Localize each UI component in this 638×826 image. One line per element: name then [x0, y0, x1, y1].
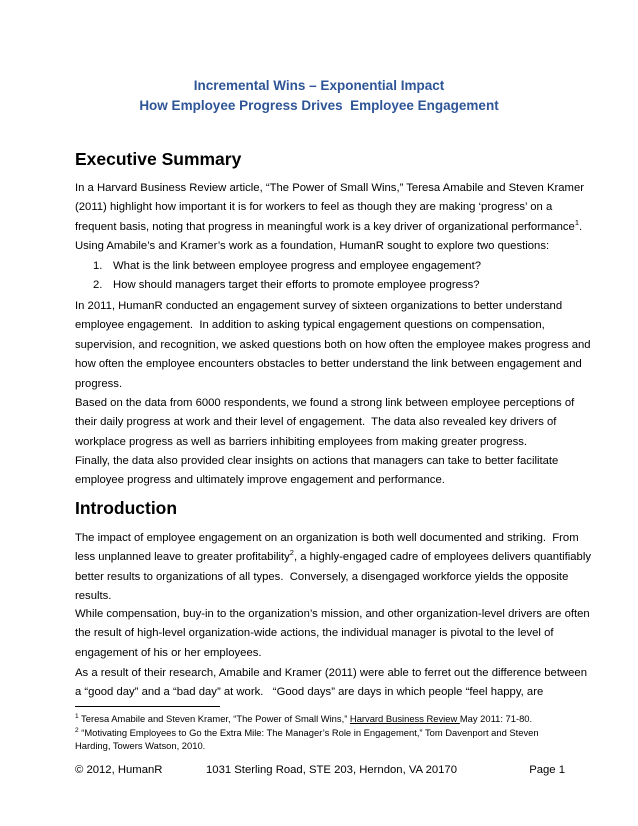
footnote-divider [75, 706, 220, 707]
list-item: 1. What is the link between employee progress and employee engagement? [93, 260, 481, 272]
footer-address: 1031 Sterling Road, STE 203, Herndon, VA 20170 [206, 764, 458, 776]
title-line-2: How Employee Progress Drives Employee Engagement [139, 98, 499, 113]
footer-page-number: Page 1 [529, 764, 565, 776]
exec-summary-paragraph-3: Based on the data from 6000 respondents, we found a strong link between employee perceptions of their daily progress at work and their level of engagement. The data also revealed key drivers of workplace progress as well as barriers inhibiting employees from making greater progress. [75, 397, 575, 448]
footnotes: $^1$ Teresa Amabile and Steven Kramer, “The Power of Small Wins,” Harvard Business Review May 2011: 71-80. $^2$ “Motivating Employees to Go the Extra Mile: The Manager’s Role in Engagement,” Tom Davenport and Steven Harding, Towers Watson, 2010. [75, 712, 575, 753]
footnote-ref-1: 1 [574, 218, 580, 228]
heading-introduction: Introduction [75, 498, 178, 518]
source-title: Harvard Business Review [349, 713, 460, 724]
exec-summary-paragraph-4: Finally, the data also provided clear insights on actions that managers can take to better facilitate employee progress and ultimately improve engagement and performance. [75, 455, 559, 487]
questions-list [93, 257, 481, 296]
intro-paragraph-2: While compensation, buy-in to the organization’s mission, and other organization-level drivers are often the result of high-level organization-wide actions, the individual manager is pivotal to the level of engagement of his or her employees. [75, 608, 590, 659]
footnote-ref-2: 2 [289, 548, 294, 558]
footnote-2: $^2$ “Motivating Employees to Go the Extra Mile: The Manager’s Role in Engagement,” Tom Davenport and Steven [75, 726, 539, 738]
intro-paragraph-1: The impact of employee engagement on an organization is both well documented and striking. From less unplanned leave to greater profitability$^2$, a highly-engaged cadre of employees delivers quantifiably better results to organizations of all types. Conversely, a disengaged workforce yields the opposite results. [75, 532, 591, 603]
document-title [0, 76, 638, 116]
intro-paragraph-3: As a result of their research, Amabile and Kramer (2011) were able to ferret out the difference between a “good day” and a “bad day” at work. “Good days” are days in which people “feel happy, are [75, 667, 587, 699]
heading-executive-summary: Executive Summary [75, 149, 242, 169]
footnote-1: $^1$ Teresa Amabile and Steven Kramer, “The Power of Small Wins,” Harvard Business Review May 2011: 71-80. [75, 712, 533, 724]
exec-summary-paragraph-2: In 2011, HumanR conducted an engagement survey of sixteen organizations to better understand employee engagement. In addition to asking typical engagement questions on compensation, supervision, and recognition, we asked questions both on how often the employee makes progress and how often the employee encounters obstacles to better understand the link between engagement and progress. [75, 300, 591, 390]
footer-copyright: © 2012, HumanR [75, 764, 163, 776]
exec-summary-paragraph-1: In a Harvard Business Review article, “The Power of Small Wins,” Teresa Amabile and Steven Kramer (2011) highlight how important it is for workers to feel as though they are making ‘progress’ on a frequent basis, noting that progress in meaningful work is a key driver of organizational performance$^1$. Using Amabile’s and Kramer’s work as a foundation, HumanR sought to explore two questions: [75, 182, 584, 253]
list-item: 2. How should managers target their efforts to promote employee progress? [93, 279, 480, 292]
title-line-1: Incremental Wins – Exponential Impact [193, 78, 445, 93]
